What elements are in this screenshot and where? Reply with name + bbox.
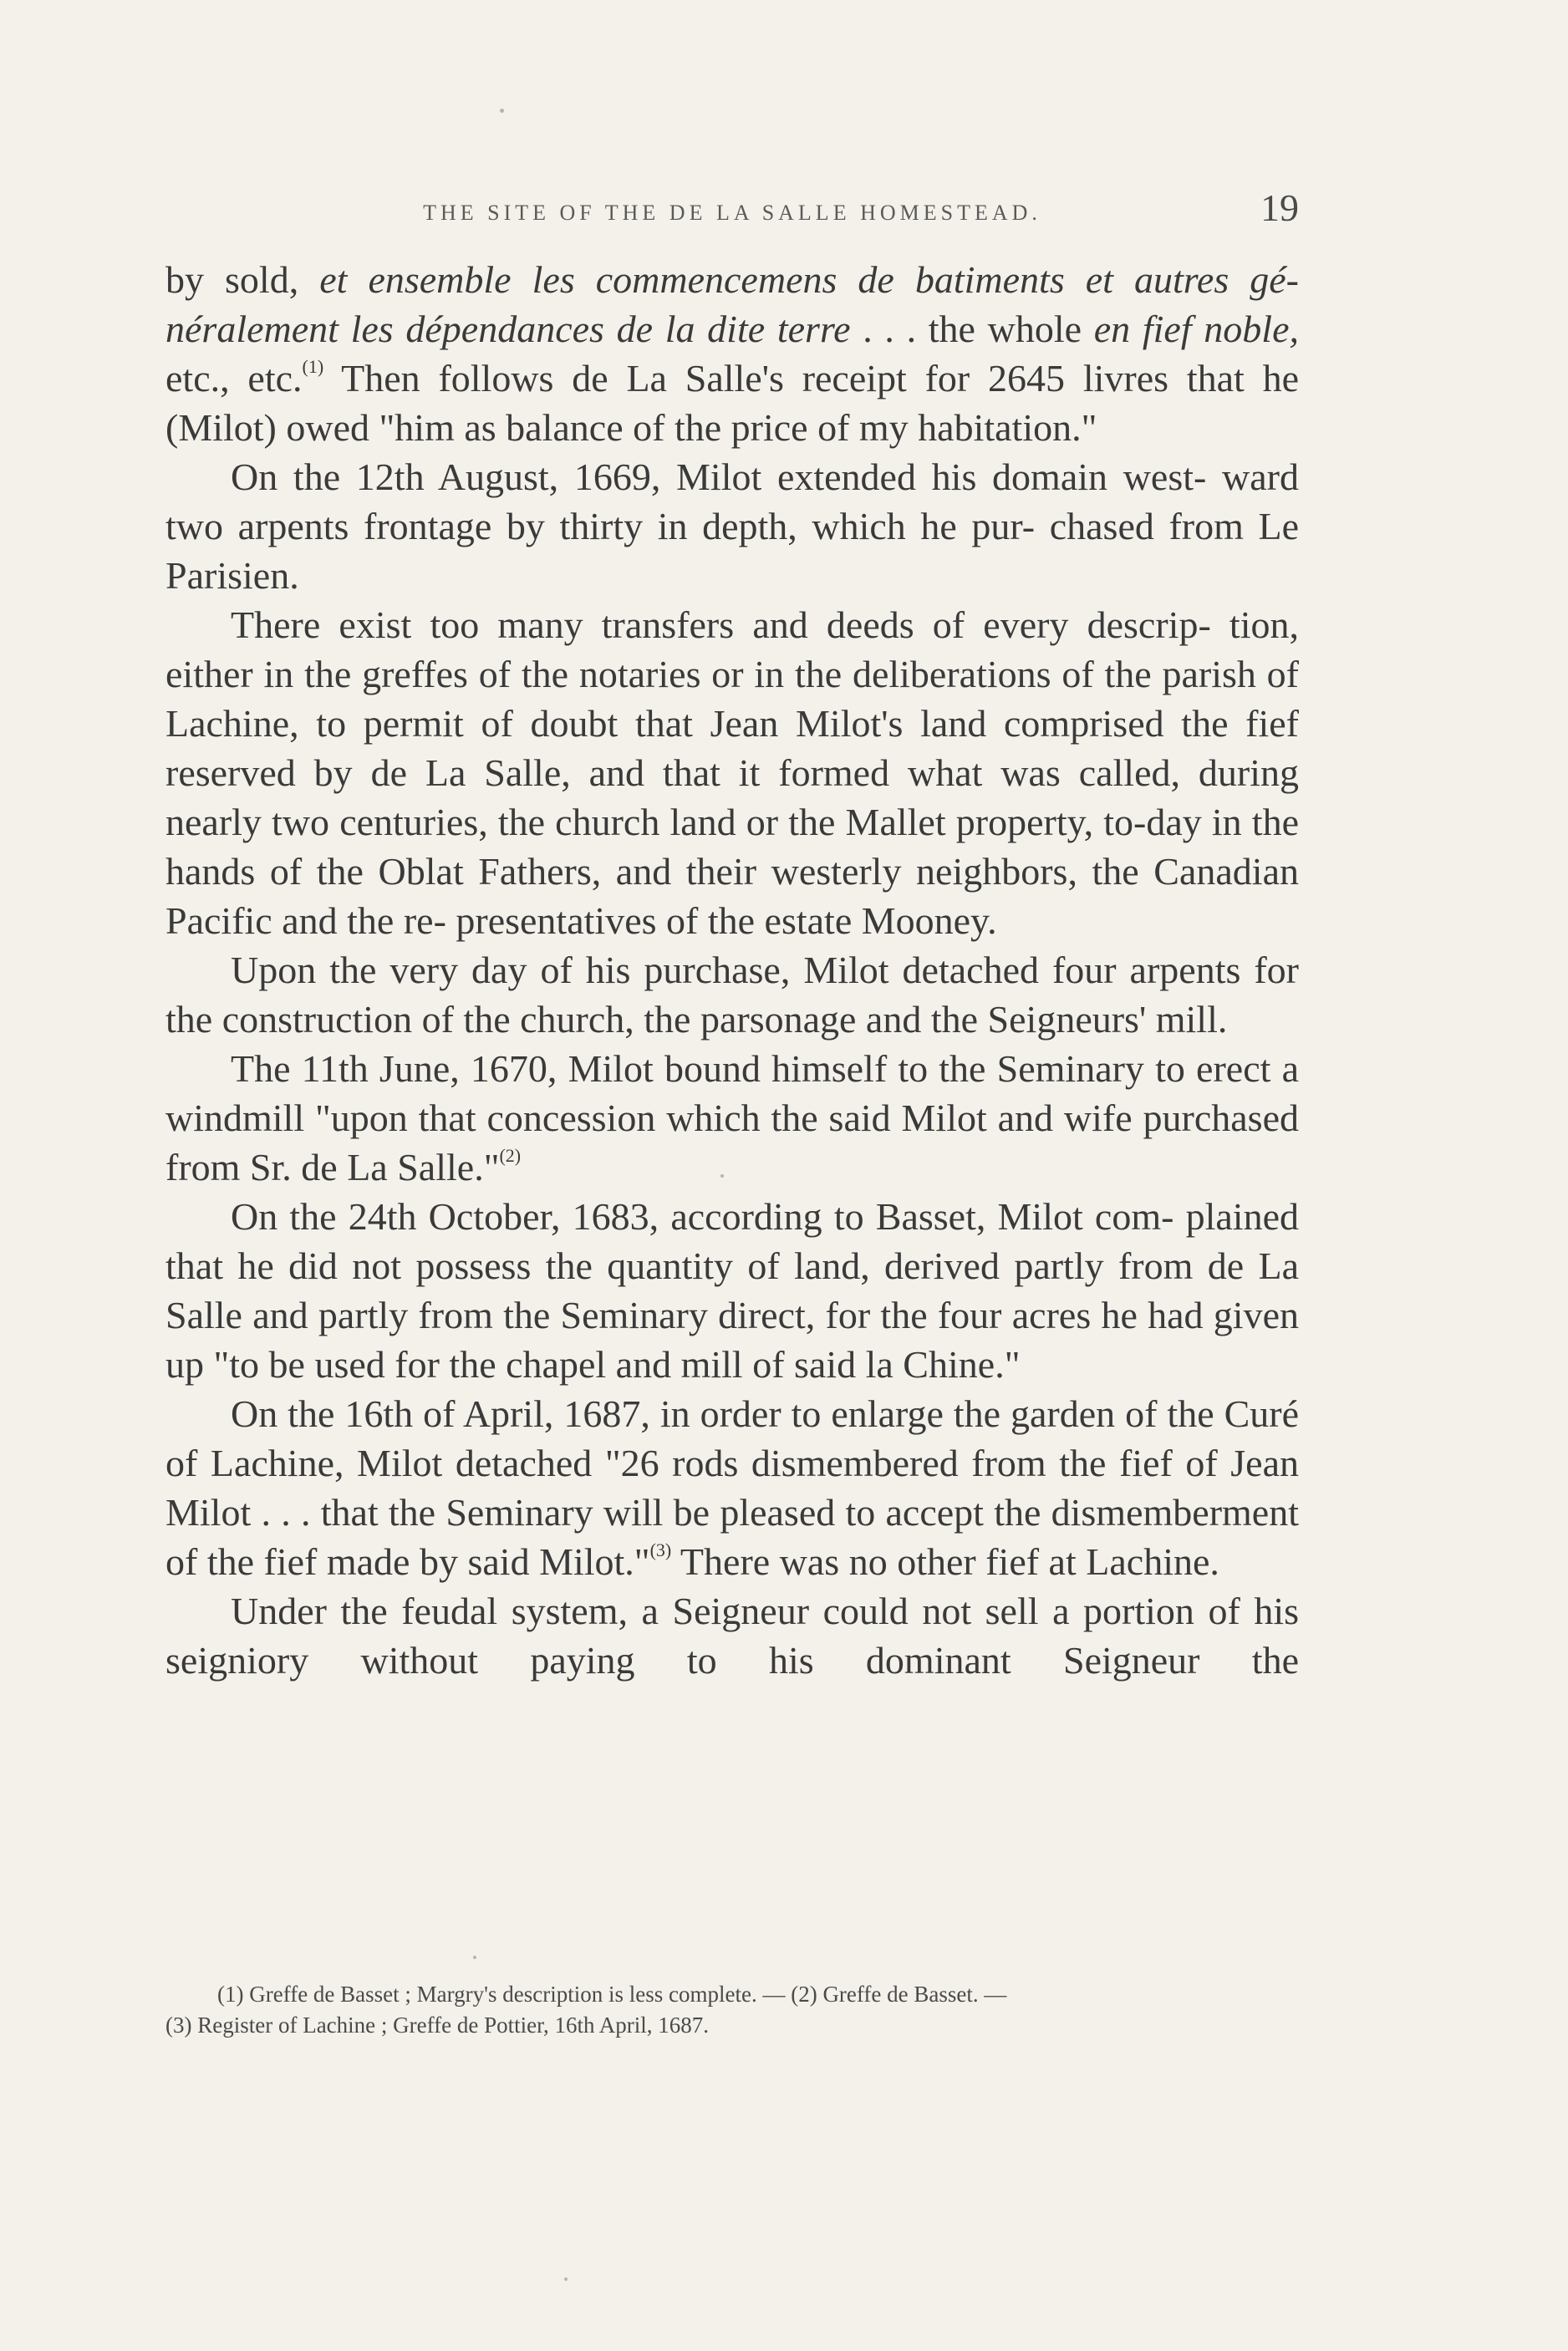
paragraph-4: Upon the very day of his purchase, Milot detached four arpents for the construction of the church, the parsonage and the Seigneurs' mill.	[165, 949, 1299, 1041]
page-header	[165, 186, 1299, 236]
p1-text-2: . . . the whole	[850, 308, 1094, 350]
body-text	[165, 255, 1299, 1685]
paper-speck	[720, 1174, 724, 1178]
page-number: 19	[1260, 186, 1299, 229]
paper-speck	[500, 109, 504, 113]
paragraph-1	[165, 255, 1299, 452]
paragraph-2: On the 12th August, 1669, Milot extended his domain west- ward two arpents frontage by thirty in depth, which he pur- chased from Le Parisien.	[165, 455, 1299, 597]
paragraph-6: On the 24th October, 1683, according to Basset, Milot com- plained that he did not possess the quantity of land, derived partly from de La Salle and partly from the Seminary direct, for the four acres he had given up "to be used for the chapel and mill of said la Chine."	[165, 1195, 1299, 1386]
paper-speck	[473, 1956, 476, 1959]
p1-text-3: etc., etc.	[165, 357, 303, 399]
running-title: THE SITE OF THE DE LA SALLE HOMESTEAD.	[423, 201, 1041, 225]
footnotes	[165, 1979, 1299, 2041]
paragraph-7	[165, 1389, 1299, 1586]
p1-text-1: by sold,	[165, 258, 320, 301]
footnote-line-1: (1) Greffe de Basset ; Margry's description is less complete. — (2) Greffe de Basset. —	[217, 1982, 1007, 2007]
paragraph-5	[165, 1044, 1299, 1192]
p7-tail: There was no other fief at Lachine.	[680, 1540, 1219, 1583]
paragraph-8: Under the feudal system, a Seigneur could not sell a portion of his seigniory without paying to his dominant Seigneur the	[165, 1590, 1299, 1682]
p1-text-4: Then follows de La Salle's receipt for 2645 livres that he (Milot) owed "him as balance of the price of my habitation."	[165, 357, 1299, 449]
paper-speck	[564, 2277, 568, 2281]
footnote-ref-2: (2)	[499, 1145, 522, 1166]
p1-italic-1: et ensemble les commencemens de batiments et autres gé-	[319, 258, 1299, 301]
footnote-ref-1: (1)	[302, 356, 324, 377]
p7-text: On the 16th of April, 1687, in order to enlarge the garden of the Curé of Lachine, Milot detached "26 rods dismembered from the fief of Jean Milot . . . that the Seminary will be pleased to accept the dismemberment of the fief made by said Milot."	[165, 1392, 1299, 1583]
p5-text: The 11th June, 1670, Milot bound himself to the Seminary to erect a windmill "upon that concession which the said Milot and wife purchased from Sr. de La Salle."	[165, 1047, 1299, 1188]
footnote-ref-3: (3)	[649, 1539, 672, 1560]
p1-italic-2: néralement les dépendances de la dite terre	[165, 308, 851, 350]
footnote-line-2: (3) Register of Lachine ; Greffe de Pottier, 16th April, 1687.	[165, 2013, 710, 2038]
paragraph-3: There exist too many transfers and deeds of every descrip- tion, either in the greffes of the notaries or in the deliberations of the parish of Lachine, to permit of doubt that Jean Milot's land comprised the fief reserved by de La Salle, and that it formed what was called, during nearly two centuries, the church land or the Mallet property, to-day in the hands of the Oblat Fathers, and their westerly neighbors, the Canadian Pacific and the re- presentatives of the estate Mooney.	[165, 603, 1299, 942]
p1-italic-3: en fief	[1093, 308, 1192, 350]
p1-italic-4: noble,	[1204, 308, 1299, 350]
